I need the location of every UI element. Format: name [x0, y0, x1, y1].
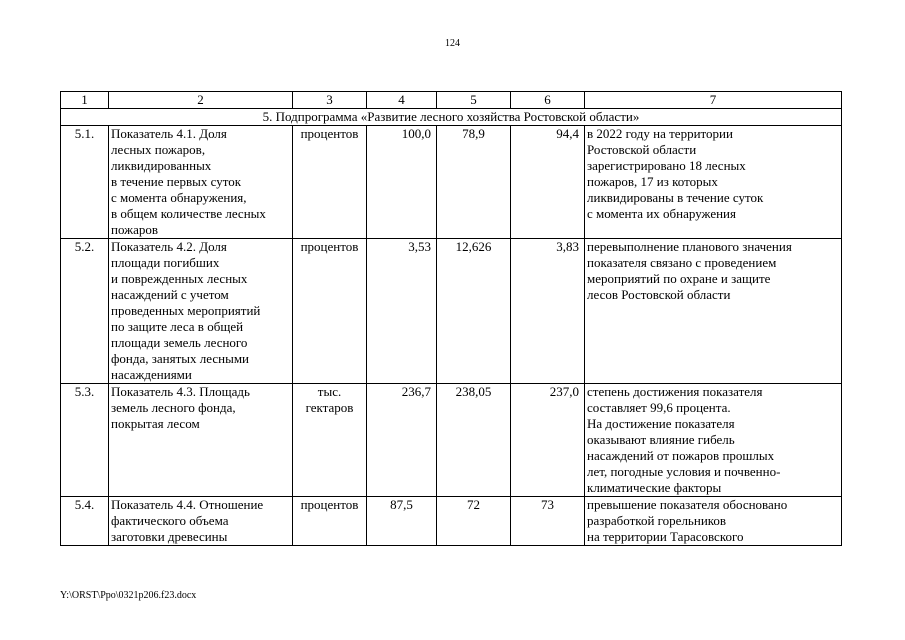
value-cell: 237,0 [511, 384, 585, 497]
section-title: 5. Подпрограмма «Развитие лесного хозяйства Ростовской области» [61, 109, 842, 126]
table-row [61, 384, 842, 497]
value-cell: 3,83 [511, 239, 585, 384]
column-number-cell: 3 [293, 92, 367, 109]
note-cell: в 2022 году на территории Ростовской области зарегистрировано 18 лесных пожаров, 17 из которых ликвидированы в течение суток с момента их обнаружения [585, 126, 842, 239]
note-cell: превышение показателя обосновано разработкой горельников на территории Тарасовского [585, 497, 842, 546]
table-row [61, 497, 842, 546]
value-cell: 236,7 [367, 384, 437, 497]
table-row [61, 239, 842, 384]
value-cell: 87,5 [367, 497, 437, 546]
row-number: 5.3. [61, 384, 109, 497]
row-number: 5.2. [61, 239, 109, 384]
unit-cell: процентов [293, 126, 367, 239]
column-number-row [61, 92, 842, 109]
value-cell: 238,05 [437, 384, 511, 497]
row-number: 5.1. [61, 126, 109, 239]
value-cell: 3,53 [367, 239, 437, 384]
column-number-cell: 2 [109, 92, 293, 109]
column-number-cell: 4 [367, 92, 437, 109]
column-number-cell: 6 [511, 92, 585, 109]
indicator-name: Показатель 4.3. Площадь земель лесного фонда, покрытая лесом [109, 384, 293, 497]
indicator-name: Показатель 4.4. Отношение фактического объема заготовки древесины [109, 497, 293, 546]
value-cell: 94,4 [511, 126, 585, 239]
note-cell: степень достижения показателя составляет 99,6 процента. На достижение показателя оказывают влияние гибель насаждений от пожаров прошлых лет, погодные условия и почвенно- климатические факторы [585, 384, 842, 497]
indicator-name: Показатель 4.2. Доля площади погибших и поврежденных лесных насаждений с учетом проведенных мероприятий по защите леса в общей площади земель лесного фонда, занятых лесными насаждениями [109, 239, 293, 384]
column-number-cell: 1 [61, 92, 109, 109]
value-cell: 100,0 [367, 126, 437, 239]
section-row [61, 109, 842, 126]
column-number-cell: 5 [437, 92, 511, 109]
table-row [61, 126, 842, 239]
value-cell: 78,9 [437, 126, 511, 239]
indicators-table [60, 91, 842, 546]
page-number: 124 [445, 38, 460, 49]
value-cell: 72 [437, 497, 511, 546]
note-cell: перевыполнение планового значения показателя связано с проведением мероприятий по охране и защите лесов Ростовской области [585, 239, 842, 384]
indicator-name: Показатель 4.1. Доля лесных пожаров, ликвидированных в течение первых суток с момента обнаружения, в общем количестве лесных пожаров [109, 126, 293, 239]
value-cell: 73 [511, 497, 585, 546]
unit-cell: процентов [293, 239, 367, 384]
value-cell: 12,626 [437, 239, 511, 384]
unit-cell: процентов [293, 497, 367, 546]
row-number: 5.4. [61, 497, 109, 546]
column-number-cell: 7 [585, 92, 842, 109]
unit-cell: тыс. гектаров [293, 384, 367, 497]
file-path-footer: Y:\ORST\Ppo\0321p206.f23.docx [60, 590, 197, 601]
